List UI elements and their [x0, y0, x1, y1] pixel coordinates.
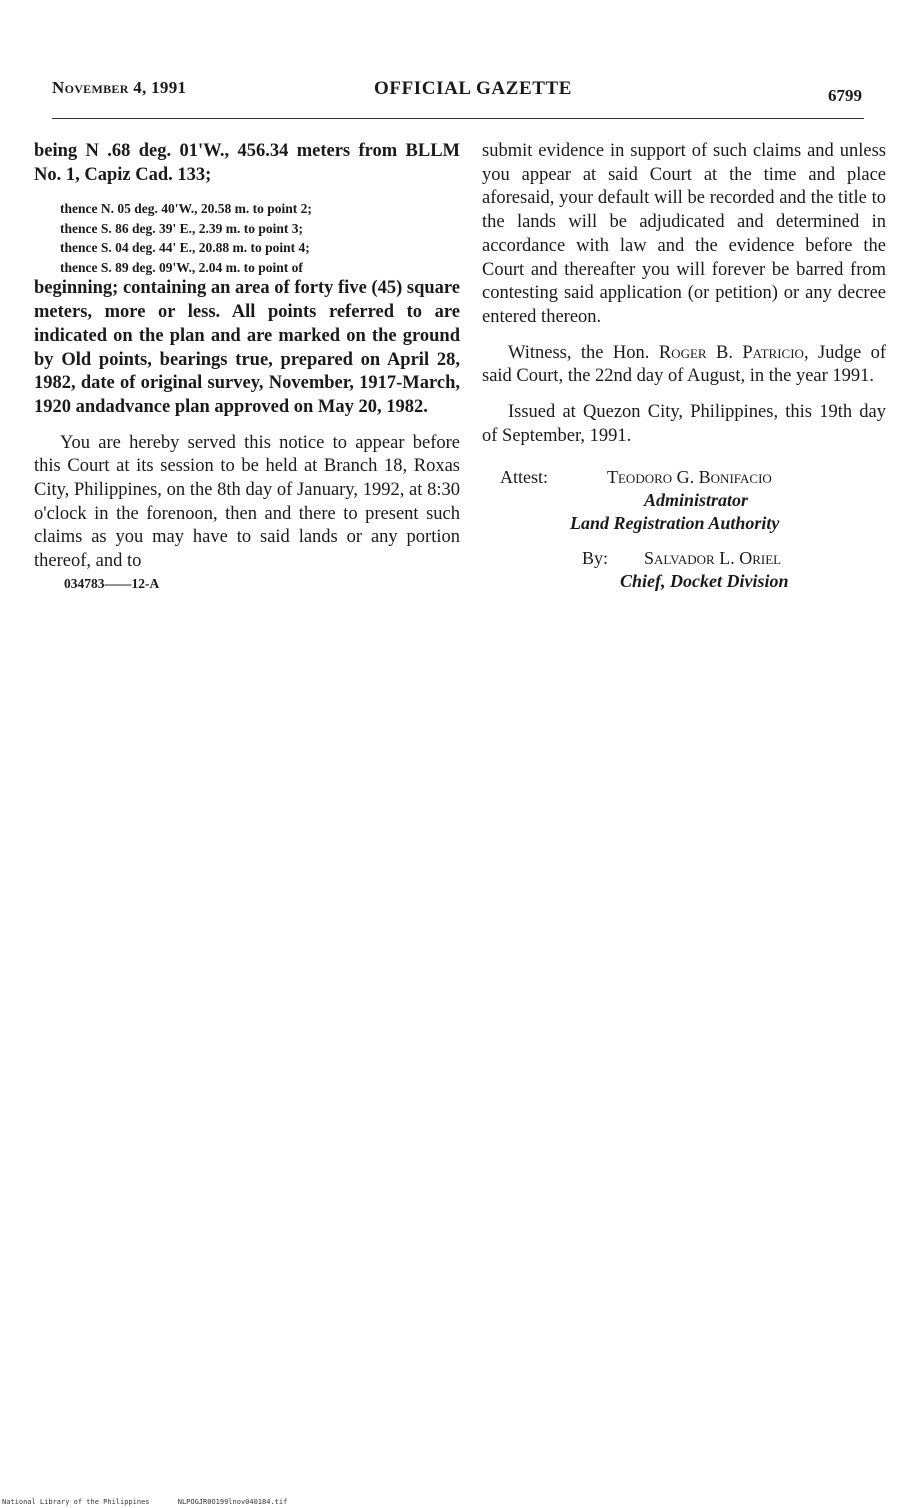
bearing-line: thence N. 05 deg. 40'W., 20.58 m. to point 2;	[60, 201, 312, 217]
judge-name: Roger B. Patricio,	[658, 342, 809, 363]
attest-name: Teodoro G. Bonifacio	[607, 467, 772, 488]
scan-footer	[2, 1498, 311, 1506]
right-column	[482, 140, 886, 593]
bearing-line: thence S. 89 deg. 09'W., 2.04 m. to point of	[60, 259, 303, 275]
notice-code: 034783——12-A	[64, 575, 160, 591]
notice-paragraph: You are hereby served this notice to appear before this Court at its session to be held at Branch 18, Roxas City, Philippines, on the 8th day of January, 1992, at 8:30 o'clock in the forenoon, then and there to present such claims as you may have to said lands or any portion thereof, and to	[34, 432, 460, 572]
issue-date: November 4, 1991	[52, 78, 187, 97]
witness-paragraph	[482, 342, 886, 389]
page-header	[52, 78, 862, 104]
bearing-line: thence S. 04 deg. 44' E., 20.88 m. to point 4;	[60, 240, 310, 256]
library-credit: National Library of the Philippines	[2, 1498, 150, 1506]
issued-paragraph: Issued at Quezon City, Philippines, this 19th day of September, 1991.	[482, 402, 886, 446]
notice-continuation: submit evidence in support of such claims and unless you appear at said Court at the time and place aforesaid, your default will be recorded and the title to the lands will be adjudicated and determined in accordance with law and the evidence before the Court and thereafter you will forever be barred from contesting said application (or petition) or any decree entered thereon.	[482, 141, 886, 327]
signature-block	[482, 466, 886, 593]
by-name: Salvador L. Oriel	[644, 548, 782, 569]
by-title: Chief, Docket Division	[620, 571, 789, 592]
attest-label: Attest:	[500, 467, 548, 488]
bearing-line: thence S. 86 deg. 39' E., 2.39 m. to point 3;	[60, 220, 303, 236]
publication-title: OFFICIAL GAZETTE	[374, 78, 573, 99]
left-column	[34, 140, 460, 594]
header-rule	[52, 118, 864, 119]
property-description: beginning; containing an area of forty five (45) square meters, more or less. All points referred to are indicated on the plan and are marked on the ground by Old points, bearings true, prepared on April 28, 1982, date of original survey, November, 1917-March, 1920 andadvance plan approved on May 20, 1982.	[34, 278, 460, 417]
witness-prefix: Witness, the Hon.	[508, 342, 650, 363]
page-number: 6799	[828, 86, 862, 105]
attest-organization: Land Registration Authority	[570, 513, 780, 534]
scan-filename: NLPOGJR0O199lnov040184.tif	[177, 1498, 288, 1506]
witness-suffix: Judge of said Court, the 22nd day of August, in the year 1991.	[482, 342, 886, 387]
attest-title: Administrator	[644, 490, 749, 511]
by-label: By:	[582, 548, 609, 569]
survey-tie-line: being N .68 deg. 01'W., 456.34 meters from BLLM No. 1, Capiz Cad. 133;	[34, 141, 460, 185]
